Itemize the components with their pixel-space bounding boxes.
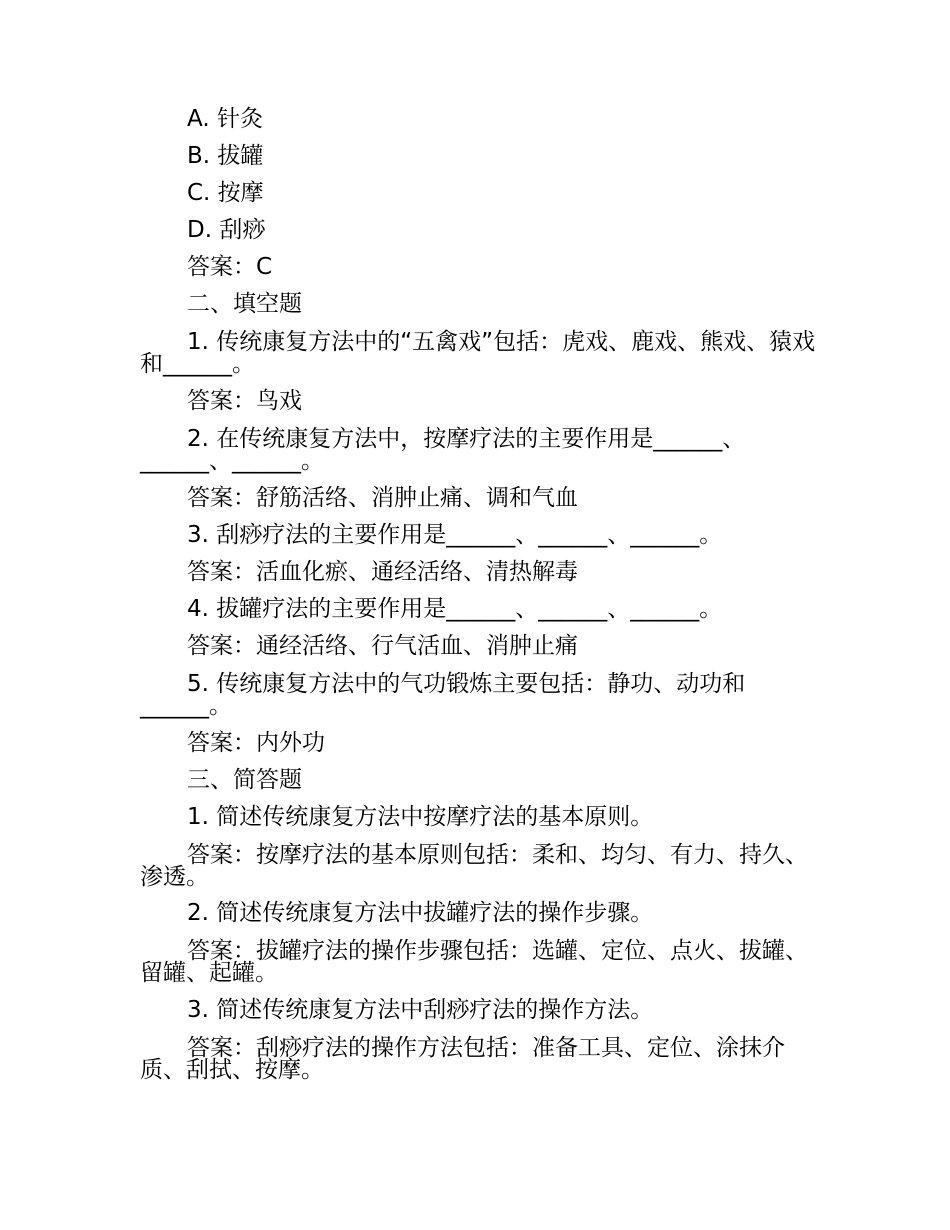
mc-answer: 答案：C [187,254,273,280]
short-answer-1: 答案：按摩疗法的基本原则包括：柔和、均匀、有力、持久、渗透。 [140,842,808,890]
fill-section-title: 二、填空题 [187,291,302,317]
short-question-3: 3. 简述传统康复方法中刮痧疗法的操作方法。 [187,997,654,1023]
fill-question-1: 1. 传统康复方法中的“五禽戏”包括：虎戏、鹿戏、熊戏、猿戏和______。 [140,329,816,377]
fill-question-3: 3. 刮痧疗法的主要作用是______、______、______。 [187,522,723,548]
option-d: D. 刮痧 [187,217,266,243]
short-question-1: 1. 简述传统康复方法中按摩疗法的基本原则。 [187,804,654,830]
fill-question-2: 2. 在传统康复方法中，按摩疗法的主要作用是______、______、______。 [140,426,746,474]
short-section-title: 三、简答题 [187,767,302,793]
short-question-2: 2. 简述传统康复方法中拔罐疗法的操作步骤。 [187,900,654,926]
option-b: B. 拔罐 [187,143,264,169]
fill-answer-2: 答案：舒筋活络、消肿止痛、调和气血 [187,485,578,511]
short-answer-2: 答案：拔罐疗法的操作步骤包括：选罐、定位、点火、拔罐、留罐、起罐。 [140,938,808,986]
option-a: A. 针灸 [187,106,263,132]
fill-answer-1: 答案：鸟戏 [187,388,302,414]
fill-question-5: 5. 传统康复方法中的气功锻炼主要包括：静功、动功和______。 [140,671,746,719]
short-answer-3: 答案：刮痧疗法的操作方法包括：准备工具、定位、涂抹介质、刮拭、按摩。 [140,1035,785,1083]
fill-answer-3: 答案：活血化瘀、通经活络、清热解毒 [187,559,578,585]
fill-answer-5: 答案：内外功 [187,730,325,756]
fill-question-4: 4. 拔罐疗法的主要作用是______、______、______。 [187,596,723,622]
fill-answer-4: 答案：通经活络、行气活血、消肿止痛 [187,633,578,659]
option-c: C. 按摩 [187,180,264,206]
